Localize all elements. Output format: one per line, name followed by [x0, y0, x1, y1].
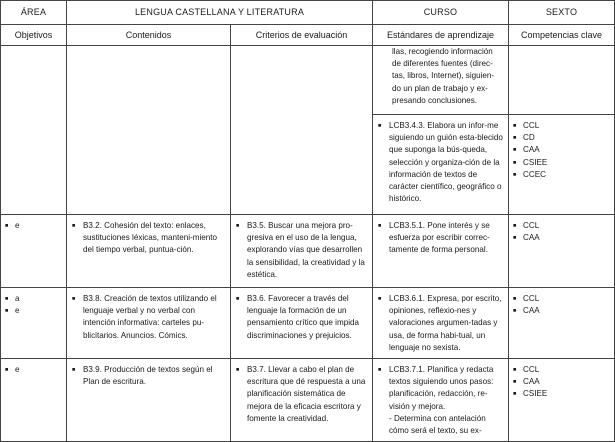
- estandar-text: llas, recogiendo información de diferentes fuentes (direc-tas, libros, Internet), siguien-do un plan de trabajo y ex-presando conclusiones.: [392, 47, 495, 105]
- competencia-item: ■ CCL: [509, 293, 614, 305]
- criterio-cell: ■ B3.6. Favorecer a través del lenguaje la formación de un pensamiento crítico que impida discriminaciones y prejuicios.: [231, 288, 373, 359]
- competencias-cell: [509, 359, 615, 442]
- criterio-text: B3.6. Favorecer a través del lenguaje la formación de un pensamiento crítico que impida discriminaciones y prejuicios.: [247, 294, 360, 340]
- objetivos-cell: [1, 359, 67, 442]
- competencia-item: ■ CAA: [509, 376, 614, 388]
- contenido-text: B3.8. Creación de textos utilizando el lenguaje verbal y no verbal con intención informativa: carteles pu-blicitarios. Anuncios. Cómics.: [83, 294, 217, 340]
- objetivos-cell: [1, 46, 67, 215]
- table-row: [1, 288, 615, 359]
- curso-value: SEXTO: [509, 1, 615, 25]
- estandar-cell: ■ LCB3.6.1. Expresa, por escrito, opiniones, reflexio-nes y valoraciones argumen-tadas y usa, de forma habi-tual, un lenguaje no sexista.: [373, 288, 509, 359]
- criterio-text: B3.5. Buscar una mejora pro-gresiva en el uso de la lengua, explorando vías que desarrollen la sensibilidad, la creatividad y la estética.: [247, 221, 365, 279]
- competencia-item: ■ CSIEE: [509, 157, 614, 169]
- competencia-item: ■ CCL: [509, 220, 614, 232]
- estandar-cell: [373, 46, 509, 115]
- estandar-text: LCB3.5.1. Pone interés y se esfuerza por escribir correc-tamente de forma personal.: [389, 221, 490, 255]
- estandar-cell: ■ LCB3.5.1. Pone interés y se esfuerza por escribir correc-tamente de forma personal.: [373, 215, 509, 288]
- competencia-item: ■ CCL: [509, 120, 614, 132]
- competencias-cell: [509, 115, 615, 215]
- criterio-cell: ■ B3.5. Buscar una mejora pro-gresiva en el uso de la lengua, explorando vías que desarrollen la sensibilidad, la creatividad y la estética.: [231, 215, 373, 288]
- col-header-competencias: Competencias clave: [509, 25, 615, 46]
- estandar-cell: ■ LCB3.7.1. Planifica y redacta textos siguiendo unos pasos: planificación, redacción, re-visión y mejora. - Determina con antelación cómo será el texto, su ex-: [373, 359, 509, 442]
- col-header-criterios: Criterios de evaluación: [231, 25, 373, 46]
- competencia-item: ■ CSIEE: [509, 388, 614, 400]
- curso-label: CURSO: [373, 1, 509, 25]
- competencias-cell: [509, 288, 615, 359]
- objetivo-item: ■ e: [1, 305, 66, 317]
- area-label: ÁREA: [1, 1, 67, 25]
- criterio-cell: ■ B3.7. Llevar a cabo el plan de escritura que dé respuesta a una planificación sistemática de mejora de la eficacia escritora y fomente la creatividad.: [231, 359, 373, 442]
- area-value: LENGUA CASTELLANA Y LITERATURA: [67, 1, 373, 25]
- objetivo-item: ■ e: [1, 364, 66, 376]
- objetivo-item: ■ a: [1, 293, 66, 305]
- table-row: [1, 359, 615, 442]
- estandar-text: LCB3.7.1. Planifica y redacta textos siguiendo unos pasos: planificación, redacción, re-visión y mejora. - Determina con antelación cómo será el texto, su ex-: [389, 365, 494, 436]
- contenido-cell: ■ B3.2. Cohesión del texto: enlaces, sustituciones léxicas, manteni-miento del tiempo verbal, puntua-ción.: [67, 215, 231, 288]
- estandar-text: LCB3.4.3. Elabora un infor-me siguiendo un guión esta-blecido que suponga la bús-queda, selección y organiza-ción de la información de textos de carácter científico, geográfico o histórico.: [389, 121, 503, 204]
- col-header-objetivos: Objetivos: [1, 25, 67, 46]
- contenido-text: B3.9. Producción de textos según el Plan de escritura.: [83, 365, 213, 387]
- col-header-contenidos: Contenidos: [67, 25, 231, 46]
- competencias-cell: [509, 215, 615, 288]
- objetivos-cell: [1, 288, 67, 359]
- competencia-item: ■ CD: [509, 132, 614, 144]
- table-row: [1, 215, 615, 288]
- competencia-item: ■ CCEC: [509, 169, 614, 181]
- criterio-cell: [231, 46, 373, 215]
- header-row: [1, 1, 615, 25]
- column-header-row: [1, 25, 615, 46]
- competencia-item: ■ CAA: [509, 232, 614, 244]
- contenido-cell: ■ B3.9. Producción de textos según el Plan de escritura.: [67, 359, 231, 442]
- table-row: [1, 46, 615, 115]
- contenido-cell: ■ B3.8. Creación de textos utilizando el lenguaje verbal y no verbal con intención informativa: carteles pu-blicitarios. Anuncios. Cómics.: [67, 288, 231, 359]
- col-header-estandares: Estándares de aprendizaje: [373, 25, 509, 46]
- contenido-text: B3.2. Cohesión del texto: enlaces, sustituciones léxicas, manteni-miento del tiempo verbal, puntua-ción.: [83, 221, 218, 255]
- competencia-item: ■ CAA: [509, 144, 614, 156]
- competencia-item: ■ CCL: [509, 364, 614, 376]
- contenido-cell: [67, 46, 231, 215]
- objetivo-item: ■ e: [1, 220, 66, 232]
- competencia-item: ■ CAA: [509, 305, 614, 317]
- objetivos-cell: [1, 215, 67, 288]
- estandar-cell: ■ LCB3.4.3. Elabora un infor-me siguiendo un guión esta-blecido que suponga la bús-queda, selección y organiza-ción de la información de textos de carácter científico, geográfico o histórico.: [373, 115, 509, 215]
- estandar-text: LCB3.6.1. Expresa, por escrito, opiniones, reflexio-nes y valoraciones argumen-tadas y usa, de forma habi-tual, un lenguaje no sexista.: [389, 294, 502, 352]
- competencias-cell: [509, 46, 615, 115]
- criterio-text: B3.7. Llevar a cabo el plan de escritura que dé respuesta a una planificación sistemática de mejora de la eficacia escritora y fomente la creatividad.: [247, 365, 366, 423]
